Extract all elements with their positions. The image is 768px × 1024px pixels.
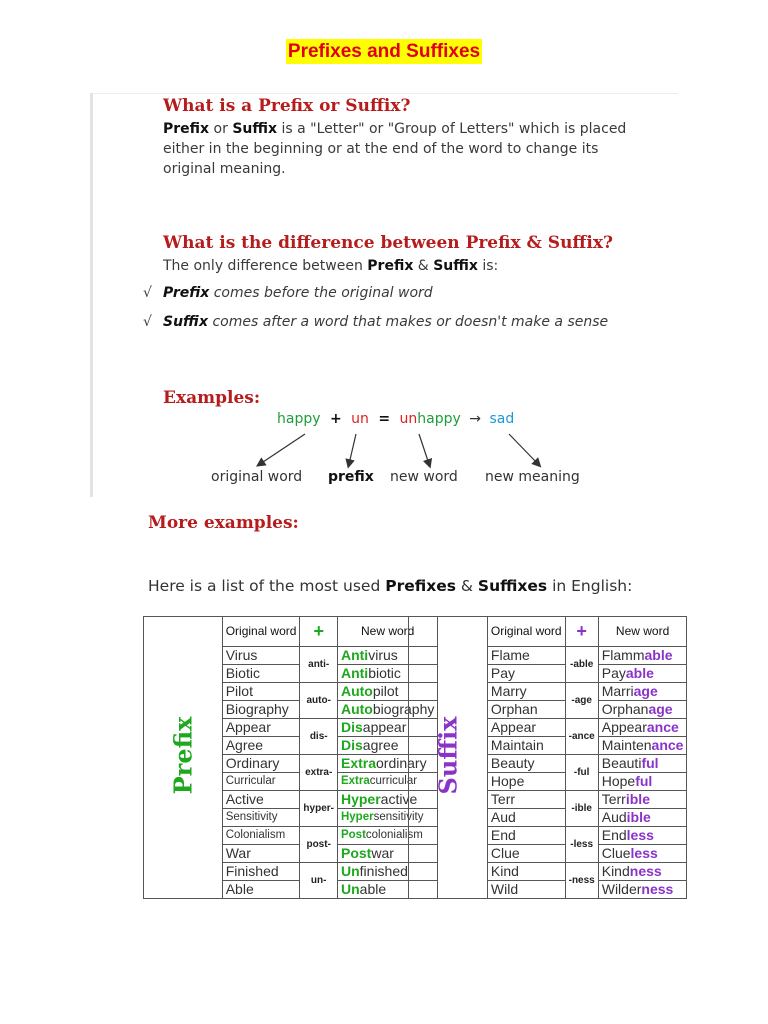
word-root: Wilder [601,881,642,897]
list-intro [148,577,632,595]
word-rest: active [380,791,418,807]
original-word: Pay [487,665,565,683]
word-root: Appear [601,719,647,735]
affix-label: -age [565,683,598,719]
term-prefix: Prefix [367,258,414,274]
word-rest: able [359,881,387,897]
prefix-highlight: Hyper [340,811,374,823]
original-word: Pilot [222,683,300,701]
original-word: Hope [487,773,565,791]
term-prefixes: Prefixes [385,577,456,595]
side-label-text: Prefix [168,716,198,795]
difference-intro [163,256,498,276]
original-word: Appear [222,719,300,737]
bullet-prefix [143,285,433,301]
original-word: Beauty [487,755,565,773]
original-word: Colonialism [222,827,300,845]
affix-label: -ful [565,755,598,791]
affix-label: extra- [300,755,338,791]
affix-label: post- [300,827,338,863]
definition-line-1 [163,119,683,139]
prefix-highlight: Extra [340,775,370,787]
arrow-to-meaning [509,434,538,464]
arrow-icon: → [469,411,481,427]
prefix-highlight: Un [340,881,360,897]
original-word: Finished [222,863,300,881]
original-word: Able [222,881,300,899]
header-plus: + [565,617,598,647]
term-suffix: Suffix [433,258,478,274]
new-word [598,773,687,791]
word-root: End [601,827,627,843]
new-word [598,719,687,737]
word-rest: pilot [372,683,399,699]
prefix-highlight: Dis [340,719,363,735]
text: is: [477,258,499,274]
word-rest: sensitivity [373,811,424,823]
suffix-highlight: age [648,701,673,717]
original-word: End [487,827,565,845]
text: & [455,577,478,595]
affix-label: -able [565,647,598,683]
word-root: Orphan [601,701,649,717]
original-word: Ordinary [222,755,300,773]
heading-what-is: What is a Prefix or Suffix? [163,96,411,116]
new-word [598,737,687,755]
word-root: Terr [601,791,626,807]
original-word: Appear [487,719,565,737]
word-rest: biotic [368,665,401,681]
new-word [598,665,687,683]
text: comes after a word that makes or doesn't make a sense [208,314,609,330]
original-word: Aud [487,809,565,827]
prefix-highlight: Anti [340,647,369,663]
term-suffix: Suffix [232,121,278,137]
header-new-word: New word [337,617,437,647]
prefix-highlight: Post [340,829,366,841]
new-word [598,863,687,881]
equals-sign: = [378,411,391,427]
text: comes before the original word [209,285,433,301]
affix-label: hyper- [300,791,338,827]
suffix-highlight: ness [641,881,674,897]
example-new-root: happy [417,411,461,427]
affix-label: dis- [300,719,338,755]
word-rest: agree [362,737,399,753]
arrow-to-prefix [349,434,356,464]
check-icon: √ [143,285,152,301]
word-root: Flamm [601,647,645,663]
table-header-row [409,617,687,647]
arrow-to-new-word [419,434,429,464]
header-original-word: Original word [222,617,300,647]
affix-label: un- [300,863,338,899]
new-word [598,701,687,719]
word-root: Aud [601,809,627,825]
text: Here is a list of the most used [148,577,386,595]
word-root: Kind [601,863,630,879]
original-word: Biotic [222,665,300,683]
original-word: Wild [487,881,565,899]
suffix-highlight: ful [641,755,659,771]
left-divider [90,93,93,497]
affix-label: -less [565,827,598,863]
prefix-highlight: Post [340,845,372,861]
suffix-highlight: able [644,647,673,663]
suffix-highlight: ible [625,791,650,807]
word-rest: appear [362,719,407,735]
text: & [413,258,434,274]
example-equation [277,411,514,427]
caption-original-word: original word [211,469,303,485]
term-suffix: Suffix [163,314,209,330]
suffix-highlight: ance [646,719,679,735]
new-word [598,881,687,899]
new-word [598,827,687,845]
suffix-side-label [409,617,488,899]
new-word [598,755,687,773]
new-word [598,791,687,809]
word-root: Pay [601,665,626,681]
definition-line-2: either in the beginning or at the end of the word to change its [163,141,599,157]
prefix-highlight: Anti [340,665,369,681]
example-arrows [200,428,620,473]
page-title-text: Prefixes and Suffixes [287,41,481,62]
word-root: Beauti [601,755,642,771]
affix-label: auto- [300,683,338,719]
prefix-highlight: Hyper [340,791,381,807]
original-word: Maintain [487,737,565,755]
affix-label: anti- [300,647,338,683]
original-word: Terr [487,791,565,809]
suffix-highlight: ance [651,737,684,753]
prefix-highlight: Extra [340,755,377,771]
prefix-highlight: Un [340,863,360,879]
plus-sign: + [329,411,342,427]
prefix-highlight: Auto [340,683,373,699]
original-word: Marry [487,683,565,701]
arrow-to-original [260,434,305,464]
text: or [209,121,233,137]
original-word: Flame [487,647,565,665]
definition-paragraph [163,119,683,179]
suffix-table [408,616,687,899]
top-divider [92,93,678,94]
suffix-highlight: age [633,683,658,699]
suffix-highlight: ness [629,863,662,879]
header-new-word: New word [598,617,687,647]
text: in English: [547,577,633,595]
caption-prefix: prefix [328,469,374,485]
original-word: Clue [487,845,565,863]
term-prefix: Prefix [163,121,210,137]
word-root: Marri [601,683,634,699]
new-word [598,809,687,827]
original-word: Sensitivity [222,809,300,827]
definition-line-3: original meaning. [163,161,286,177]
prefix-table [143,616,438,899]
term-suffixes: Suffixes [477,577,548,595]
word-rest: virus [368,647,398,663]
original-word: Active [222,791,300,809]
word-rest: curricular [369,775,418,787]
prefix-highlight: Auto [340,701,373,717]
term-prefix: Prefix [163,285,210,301]
bullet-suffix [143,314,608,330]
check-icon: √ [143,314,152,330]
side-label-text: Suffix [433,716,463,795]
prefix-side-label [144,617,223,899]
example-new-prefix: un [399,411,418,427]
original-word: Biography [222,701,300,719]
heading-difference: What is the difference between Prefix & Suffix? [163,233,613,253]
word-root: Clue [601,845,631,861]
original-word: Curricular [222,773,300,791]
example-prefix: un [351,411,369,427]
affix-label: -ance [565,719,598,755]
word-rest: war [371,845,394,861]
suffix-highlight: less [626,827,654,843]
original-word: Virus [222,647,300,665]
suffix-highlight: less [630,845,658,861]
suffix-highlight: ful [635,773,653,789]
new-word [598,647,687,665]
original-word: Kind [487,863,565,881]
original-word: Orphan [487,701,565,719]
header-plus: + [300,617,338,647]
affix-label: -ible [565,791,598,827]
suffix-highlight: ible [626,809,651,825]
example-word: happy [277,411,321,427]
heading-examples: Examples: [163,388,261,408]
word-rest: biography [372,701,435,717]
page-title [0,41,768,63]
word-rest: ordinary [376,755,427,771]
new-word [598,845,687,863]
original-word: Agree [222,737,300,755]
new-word [598,683,687,701]
caption-new-meaning: new meaning [485,469,580,485]
example-meaning: sad [489,411,515,427]
header-original-word: Original word [487,617,565,647]
text: The only difference between [163,258,368,274]
word-root: Mainten [601,737,652,753]
original-word: War [222,845,300,863]
word-rest: colonialism [365,829,423,841]
table-header-row [144,617,438,647]
word-rest: finished [359,863,408,879]
prefix-highlight: Dis [340,737,363,753]
word-root: Hope [601,773,636,789]
caption-new-word: new word [390,469,458,485]
heading-more-examples: More examples: [148,513,299,533]
suffix-highlight: able [625,665,654,681]
affix-label: -ness [565,863,598,899]
text: is a "Letter" or "Group of Letters" which is placed [277,121,627,137]
